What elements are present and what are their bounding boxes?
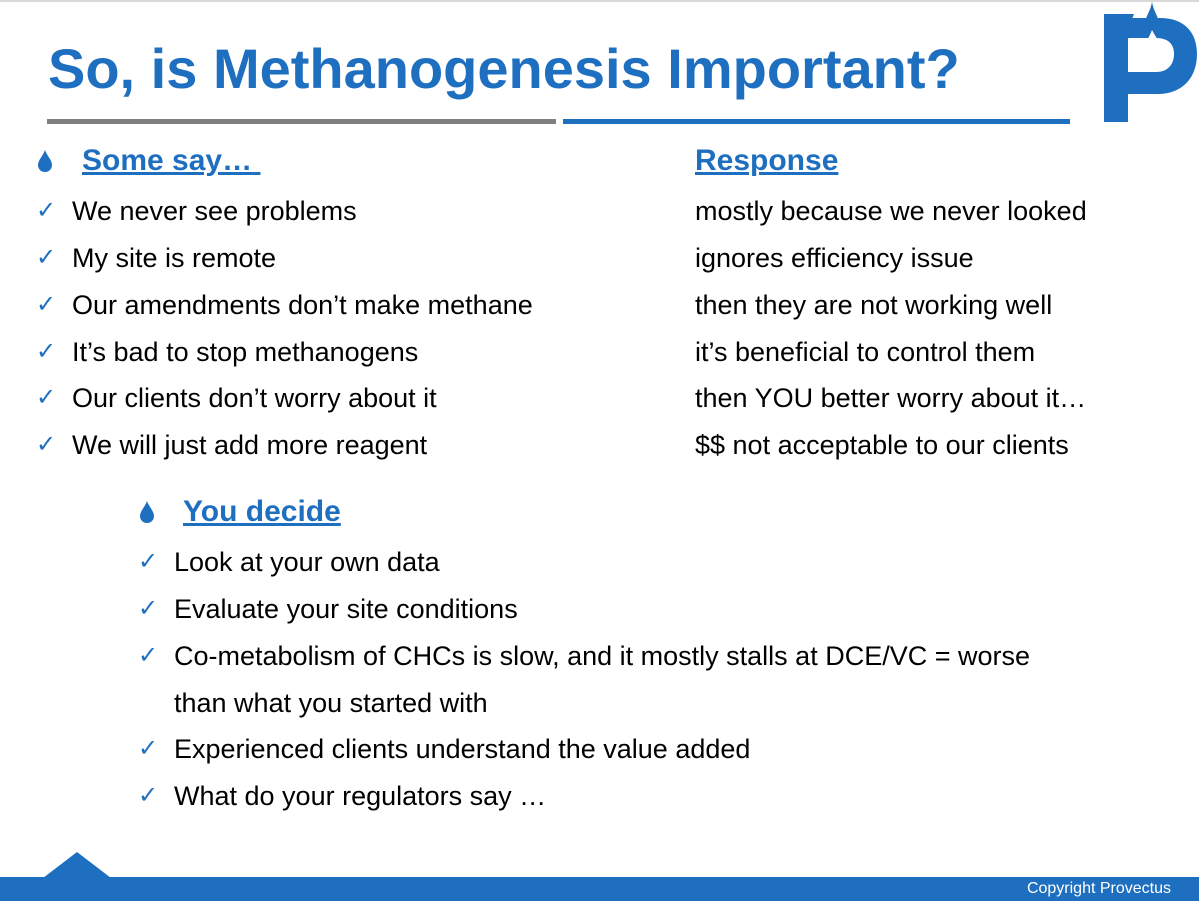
decide-item: What do your regulators say … <box>174 781 547 811</box>
left-item: We never see problems <box>72 196 357 226</box>
decide-item: Look at your own data <box>174 547 440 577</box>
footer-bar <box>0 877 1199 901</box>
check-mark-icon: ✓ <box>36 384 57 411</box>
response-item: it’s beneficial to control them <box>695 337 1036 367</box>
check-mark-icon: ✓ <box>138 595 159 622</box>
decide-item: Evaluate your site conditions <box>174 594 518 624</box>
left-item: My site is remote <box>72 243 277 273</box>
left-item: It’s bad to stop methanogens <box>72 337 419 367</box>
left-item: Our amendments don’t make methane <box>72 290 533 320</box>
check-mark-icon: ✓ <box>138 642 159 669</box>
top-border <box>0 0 1199 2</box>
right-heading: Response <box>695 144 839 177</box>
decide-item-continuation: than what you started with <box>174 688 488 718</box>
footer-triangle <box>43 852 111 878</box>
left-heading: Some say… <box>82 144 253 177</box>
response-item: ignores efficiency issue <box>695 243 974 273</box>
check-mark-icon: ✓ <box>36 431 57 458</box>
response-item: then YOU better worry about it… <box>695 383 1087 413</box>
copyright-text: Copyright Provectus <box>1026 880 1171 897</box>
slide-title: So, is Methanogenesis Important? <box>48 37 960 100</box>
water-drop-icon <box>138 500 156 524</box>
left-item: We will just add more reagent <box>72 430 428 460</box>
left-item: Our clients don’t worry about it <box>72 383 437 413</box>
check-mark-icon: ✓ <box>138 782 159 809</box>
check-mark-icon: ✓ <box>36 197 57 224</box>
decide-item: Experienced clients understand the value added <box>174 734 751 764</box>
check-mark-icon: ✓ <box>36 338 57 365</box>
check-mark-icon: ✓ <box>36 244 57 271</box>
response-item: then they are not working well <box>695 290 1053 320</box>
check-mark-icon: ✓ <box>36 291 57 318</box>
water-drop-icon <box>36 149 54 173</box>
check-mark-icon: ✓ <box>138 735 159 762</box>
title-rule-grey <box>47 119 556 124</box>
decide-heading: You decide <box>183 495 341 528</box>
decide-item: Co-metabolism of CHCs is slow, and it mostly stalls at DCE/VC = worse <box>174 641 1030 671</box>
response-item: mostly because we never looked <box>695 196 1087 226</box>
provectus-logo-icon <box>1100 2 1199 128</box>
response-item: $$ not acceptable to our clients <box>695 430 1069 460</box>
check-mark-icon: ✓ <box>138 548 159 575</box>
title-rule-blue <box>563 119 1070 124</box>
